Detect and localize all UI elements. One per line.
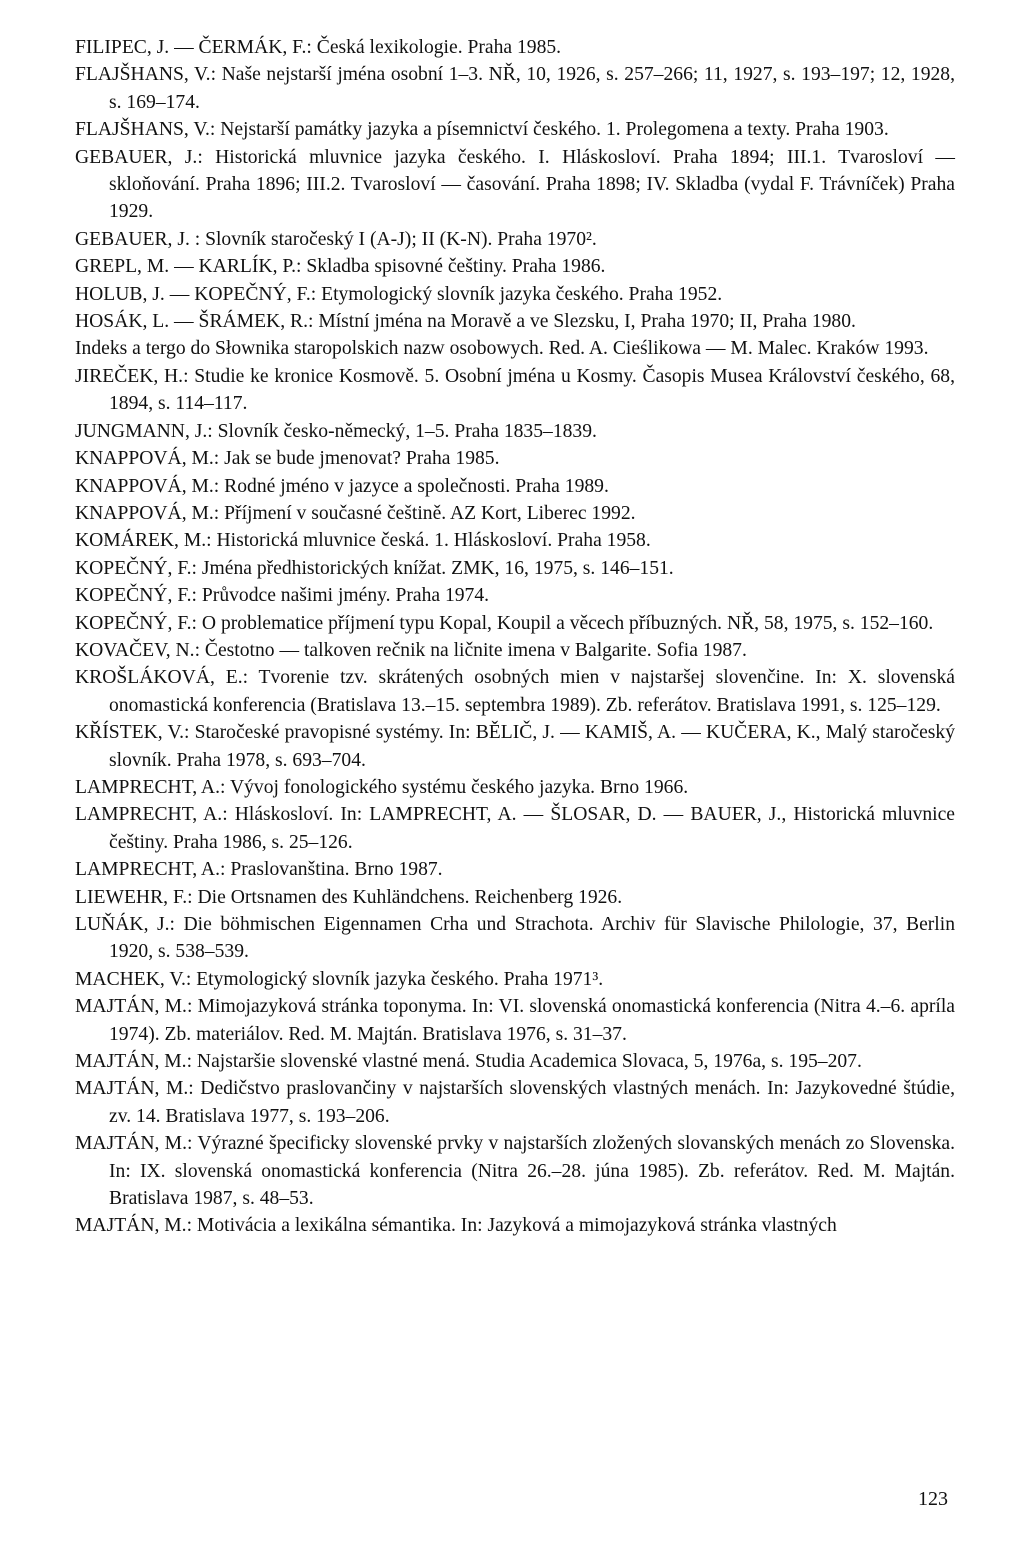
bibliography-entry: GEBAUER, J. : Slovník staročeský I (A-J); II (K-N). Praha 1970². bbox=[75, 228, 597, 250]
bibliography-entry: MAJTÁN, M.: Mimojazyková stránka toponyma. In: VI. slovenská onomastická konferencia (Nitra 4.–6. apríla 1974). Zb. materiálov. Red. M. Majtán. Bratislava 1976, s. 31–37. bbox=[75, 996, 955, 1045]
bibliography-entry: MAJTÁN, M.: Motivácia a lexikálna sémantika. In: Jazyková a mimojazyková stránka vlastných bbox=[75, 1215, 837, 1237]
bibliography-entry: KOPEČNÝ, F.: Průvodce našimi jmény. Praha 1974. bbox=[75, 585, 490, 607]
bibliography-entry: JIREČEK, H.: Studie ke kronice Kosmově. 5. Osobní jména u Kosmy. Časopis Musea Království českého, 68, 1894, s. 114–117. bbox=[75, 365, 955, 415]
bibliography-entry: JUNGMANN, J.: Slovník česko-německý, 1–5. Praha 1835–1839. bbox=[75, 420, 597, 442]
bibliography-entry: KOPEČNÝ, F.: Jména předhistorických knížat. ZMK, 16, 1975, s. 146–151. bbox=[75, 557, 674, 579]
bibliography-entry: MAJTÁN, M.: Najstaršie slovenské vlastné mená. Studia Academica Slovaca, 5, 1976a, s. 195–207. bbox=[75, 1051, 862, 1073]
bibliography-entry: GREPL, M. — KARLÍK, P.: Skladba spisovné češtiny. Praha 1986. bbox=[75, 256, 606, 278]
bibliography-entry: KOVAČEV, N.: Čestotno — talkoven rečnik na ličnite imena v Balgarite. Sofia 1987. bbox=[75, 639, 747, 661]
bibliography-entry: KNAPPOVÁ, M.: Jak se bude jmenovat? Praha 1985. bbox=[75, 448, 500, 470]
bibliography-entry: MAJTÁN, M.: Dedičstvo praslovančiny v najstarších slovenských vlastných menách. In: Jazykovedné štúdie, zv. 14. Bratislava 1977, s. 193–206. bbox=[75, 1078, 955, 1127]
page-number: 123 bbox=[918, 1488, 948, 1510]
bibliography-entry: LUŇÁK, J.: Die böhmischen Eigennamen Crha und Strachota. Archiv für Slavische Philologie, 37, Berlin 1920, s. 538–539. bbox=[75, 914, 955, 963]
bibliography-entry: HOSÁK, L. — ŠRÁMEK, R.: Místní jména na Moravě a ve Slezsku, I, Praha 1970; II, Praha 1980. bbox=[75, 311, 856, 333]
bibliography-entry: LAMPRECHT, A.: Hláskosloví. In: LAMPRECHT, A. — ŠLOSAR, D. — BAUER, J., Historická mluvnice češtiny. Praha 1986, s. 25–126. bbox=[75, 804, 955, 853]
bibliography-entry: KOMÁREK, M.: Historická mluvnice česká. 1. Hláskosloví. Praha 1958. bbox=[75, 530, 651, 552]
bibliography-entry: KŘÍSTEK, V.: Staročeské pravopisné systémy. In: BĚLIČ, J. — KAMIŠ, A. — KUČERA, K., Malý staročeský slovník. Praha 1978, s. 693–704. bbox=[75, 722, 955, 771]
bibliography-list bbox=[75, 34, 955, 1240]
bibliography-entry: KNAPPOVÁ, M.: Rodné jméno v jazyce a společnosti. Praha 1989. bbox=[75, 475, 609, 497]
bibliography-entry: FLAJŠHANS, V.: Naše nejstarší jména osobní 1–3. NŘ, 10, 1926, s. 257–266; 11, 1927, s. 193–197; 12, 1928, s. 169–174. bbox=[75, 64, 955, 113]
bibliography-entry: KROŠLÁKOVÁ, E.: Tvorenie tzv. skrátených osobných mien v najstaršej slovenčine. In: X. slovenská onomastická konferencia (Bratislava 13.–15. septembra 1989). Zb. referátov. Bratislava 1991, s. 125–129. bbox=[75, 667, 955, 716]
bibliography-entry: GEBAUER, J.: Historická mluvnice jazyka českého. I. Hláskosloví. Praha 1894; III.1. Tvarosloví — skloňování. Praha 1896; III.2. Tvarosloví — časování. Praha 1898; IV. Skladba (vydal F. Trávníček) Praha 1929. bbox=[75, 146, 955, 223]
bibliography-entry: LAMPRECHT, A.: Vývoj fonologického systému českého jazyka. Brno 1966. bbox=[75, 776, 689, 798]
bibliography-entry: FLAJŠHANS, V.: Nejstarší památky jazyka a písemnictví českého. 1. Prolegomena a texty. Praha 1903. bbox=[75, 119, 889, 141]
bibliography-entry: Indeks a tergo do Słownika staropolskich nazw osobowych. Red. A. Cieślikowa — M. Malec. Kraków 1993. bbox=[75, 338, 929, 360]
bibliography-entry: KNAPPOVÁ, M.: Příjmení v současné češtině. AZ Kort, Liberec 1992. bbox=[75, 502, 636, 524]
bibliography-entry: KOPEČNÝ, F.: O problematice příjmení typu Kopal, Koupil a věcech příbuzných. NŘ, 58, 1975, s. 152–160. bbox=[75, 612, 934, 634]
bibliography-entry: HOLUB, J. — KOPEČNÝ, F.: Etymologický slovník jazyka českého. Praha 1952. bbox=[75, 283, 723, 305]
bibliography-entry: LAMPRECHT, A.: Praslovanština. Brno 1987. bbox=[75, 859, 443, 881]
bibliography-entry: FILIPEC, J. — ČERMÁK, F.: Česká lexikologie. Praha 1985. bbox=[75, 37, 562, 58]
bibliography-entry: MACHEK, V.: Etymologický slovník jazyka českého. Praha 1971³. bbox=[75, 968, 604, 990]
bibliography-entry: MAJTÁN, M.: Výrazné špecificky slovenské prvky v najstarších zložených slovanských menách zo Slovenska. In: IX. slovenská onomastická konferencia (Nitra 26.–28. júna 1985). Zb. referátov. Red. M. Majtán. Bratislava 1987, s. 48–53. bbox=[75, 1133, 955, 1210]
bibliography-entry: LIEWEHR, F.: Die Ortsnamen des Kuhländchens. Reichenberg 1926. bbox=[75, 886, 623, 908]
